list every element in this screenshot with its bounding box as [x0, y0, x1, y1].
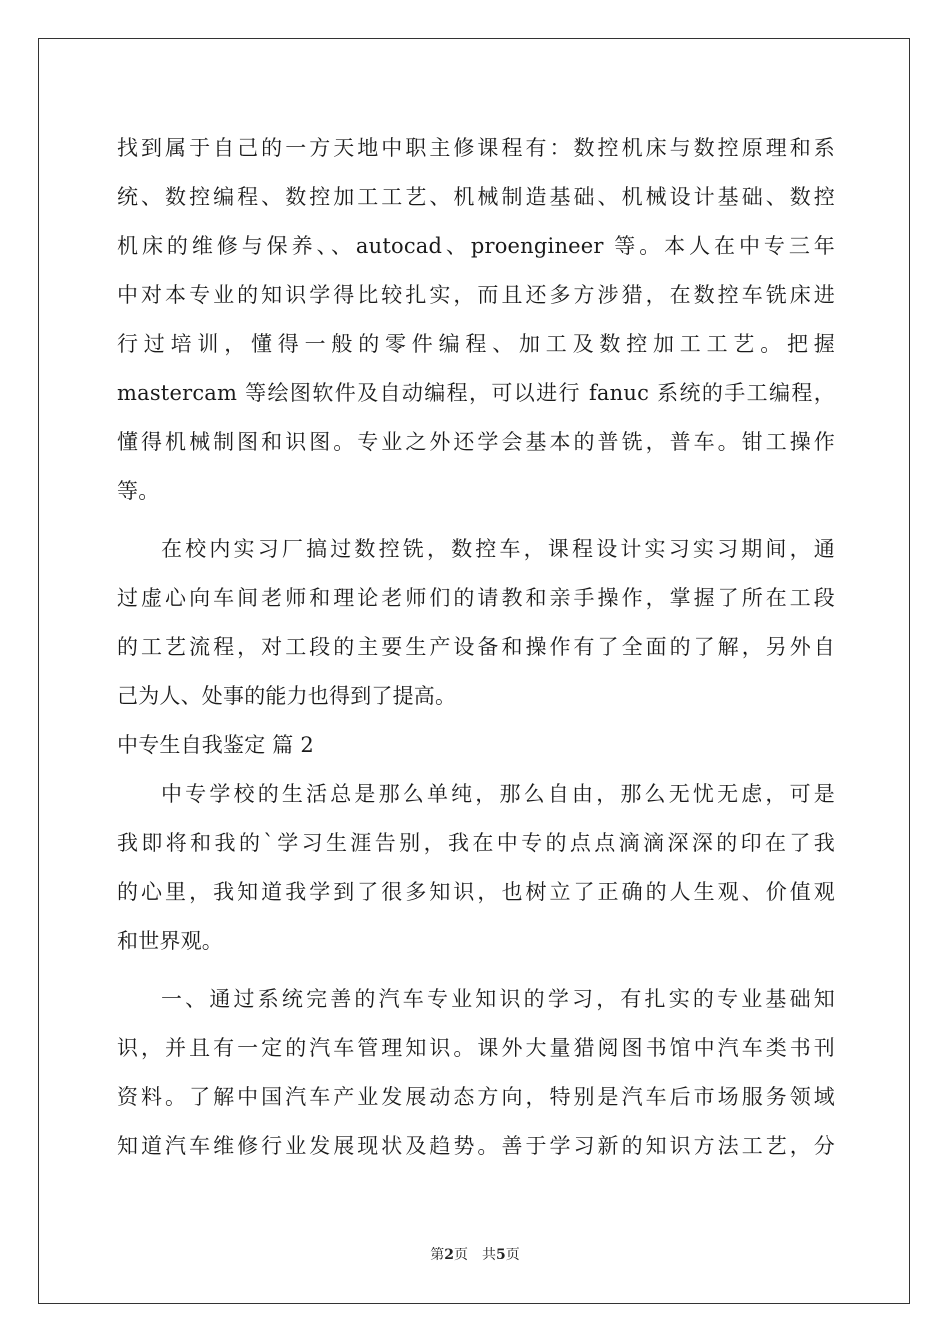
text-line: 行过培训，懂得一般的零件编程、加工及数控加工工艺。把握 — [117, 332, 835, 356]
text-line: 找到属于自己的一方天地中职主修课程有：数控机床与数控原理和系 — [117, 136, 835, 160]
paragraph-first-line: 一、通过系统完善的汽车专业知识的学习，有扎实的专业基础知 — [161, 987, 835, 1011]
text-line: 统、数控编程、数控加工工艺、机械制造基础、机械设计基础、数控 — [117, 185, 835, 209]
text-line: 中对本专业的知识学得比较扎实，而且还多方涉猎，在数控车铣床进 — [117, 283, 835, 307]
paragraph-first-line: 中专学校的生活总是那么单纯，那么自由，那么无忧无虑，可是 — [161, 782, 835, 806]
text-line: 懂得机械制图和识图。专业之外还学会基本的普铣，普车。钳工操作 — [117, 430, 835, 454]
text-line: 的工艺流程，对工段的主要生产设备和操作有了全面的了解，另外自 — [117, 635, 835, 659]
text-line: 过虚心向车间老师和理论老师们的请教和亲手操作，掌握了所在工段 — [117, 586, 835, 610]
footer-prefix: 第 — [430, 1247, 445, 1263]
footer-page-number: 2 — [444, 1247, 454, 1263]
footer-middle: 页 共 — [454, 1247, 496, 1263]
page-footer — [0, 1244, 950, 1264]
section-heading: 中专生自我鉴定 篇 2 — [117, 733, 314, 757]
text-line: mastercam 等绘图软件及自动编程，可以进行 fanuc 系统的手工编程， — [117, 381, 835, 405]
text-line: 知道汽车维修行业发展现状及趋势。善于学习新的知识方法工艺，分 — [117, 1134, 835, 1158]
text-line: 识，并且有一定的汽车管理知识。课外大量猎阅图书馆中汽车类书刊 — [117, 1036, 835, 1060]
text-line: 资料。了解中国汽车产业发展动态方向，特别是汽车后市场服务领域 — [117, 1085, 835, 1109]
text-line: 等。 — [117, 479, 160, 503]
text-line: 和世界观。 — [117, 929, 223, 953]
footer-total-pages: 5 — [496, 1247, 506, 1263]
text-line: 己为人、处事的能力也得到了提高。 — [117, 684, 457, 708]
paragraph-first-line: 在校内实习厂搞过数控铣，数控车，课程设计实习实习期间，通 — [161, 537, 835, 561]
text-line: 机床的维修与保养、、autocad、proengineer 等。本人在中专三年 — [117, 234, 835, 258]
text-line: 我即将和我的`学习生涯告别，我在中专的点点滴滴深深的印在了我 — [117, 831, 835, 855]
text-line: 的心里，我知道我学到了很多知识，也树立了正确的人生观、价值观 — [117, 880, 835, 904]
footer-suffix: 页 — [505, 1247, 520, 1263]
